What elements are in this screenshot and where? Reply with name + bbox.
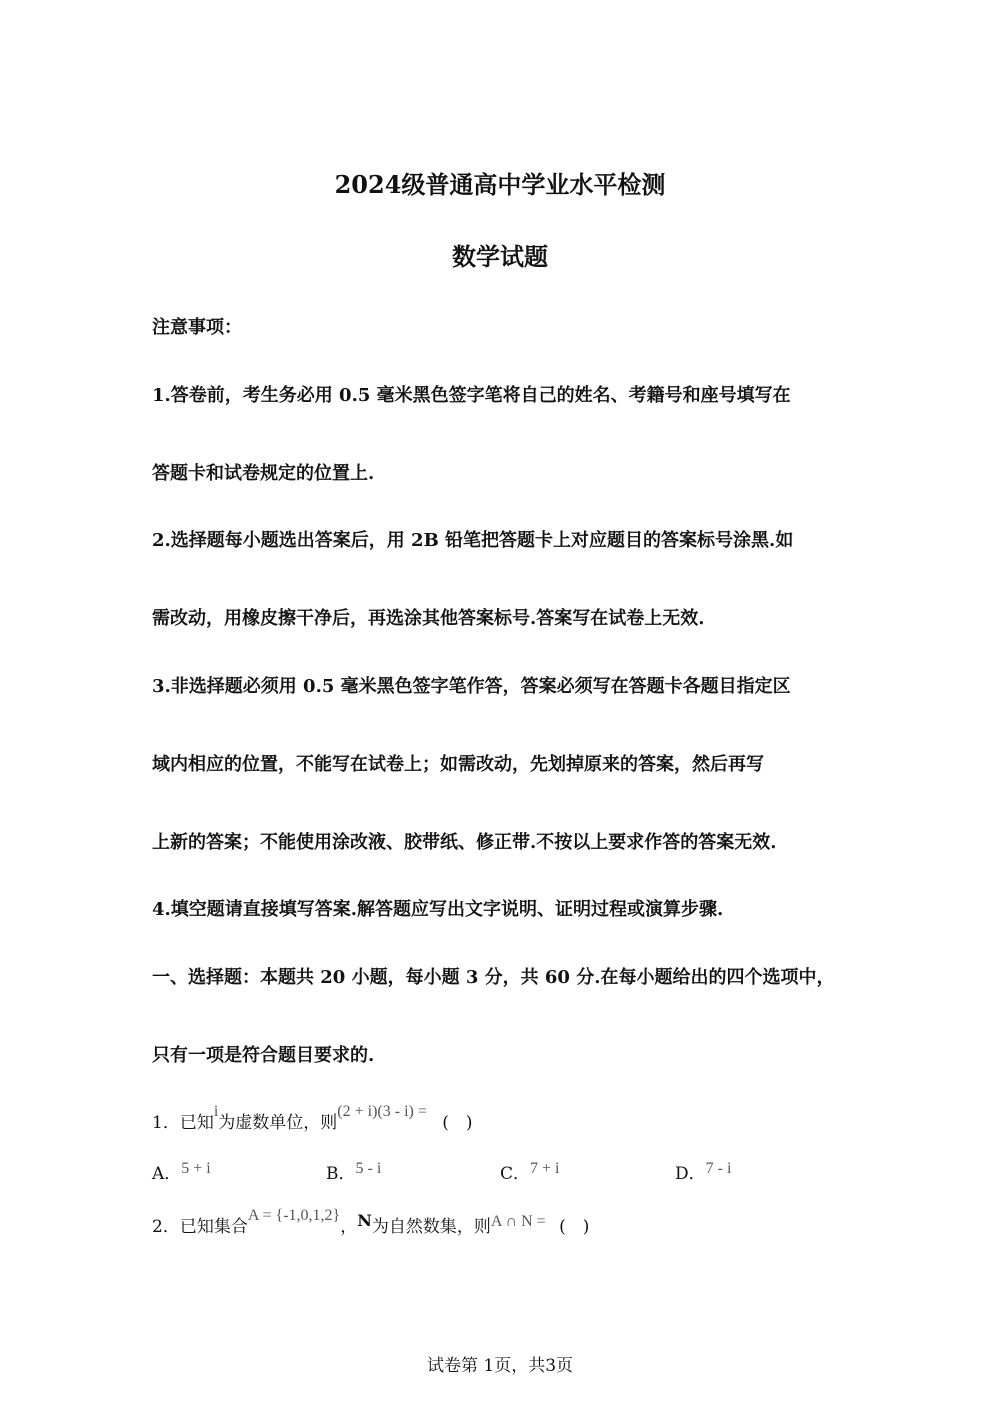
q1-option-d[interactable] bbox=[675, 1162, 731, 1187]
question-1-var: i bbox=[213, 1103, 219, 1120]
question-2 bbox=[152, 1207, 590, 1240]
q1-option-c[interactable] bbox=[500, 1162, 559, 1187]
exam-subtitle: 数学试题 bbox=[452, 242, 548, 271]
notice-line-8: 4.填空题请直接填写答案.解答题应写出文字说明、证明过程或演算步骤. bbox=[152, 899, 724, 920]
question-2-blank: ( ) bbox=[559, 1217, 590, 1237]
question-2-prefix: 2．已知集合 bbox=[152, 1217, 248, 1237]
question-2-set: A = {-1,0,1,2} bbox=[247, 1207, 341, 1224]
notice-line-7: 上新的答案；不能使用涂改液、胶带纸、修正带.不按以上要求作答的答案无效. bbox=[152, 832, 777, 853]
question-1-mid: 为虚数单位，则 bbox=[218, 1113, 338, 1133]
question-2-n-symbol: N bbox=[357, 1211, 372, 1230]
notice-line-6: 域内相应的位置，不能写在试卷上；如需改动，先划掉原来的答案，然后再写 bbox=[152, 754, 764, 775]
exam-title: 2024级普通高中学业水平检测 bbox=[334, 170, 666, 199]
notice-line-1: 1.答卷前，考生务必用 0.5 毫米黑色签字笔将自己的姓名、考籍号和座号填写在 bbox=[152, 385, 791, 406]
notice-line-3: 2.选择题每小题选出答案后，用 2B 铅笔把答题卡上对应题目的答案标号涂黑.如 bbox=[152, 530, 794, 551]
option-label: D． bbox=[675, 1164, 706, 1184]
question-1-blank: ( ) bbox=[442, 1113, 473, 1133]
notice-line-4: 需改动，用橡皮擦干净后，再选涂其他答案标号.答案写在试卷上无效. bbox=[152, 608, 705, 629]
option-value: 7 - i bbox=[705, 1160, 732, 1177]
q1-option-b[interactable] bbox=[326, 1162, 381, 1187]
section-heading-line-1: 一、选择题：本题共 20 小题，每小题 3 分，共 60 分.在每小题给出的四个选项中， bbox=[152, 967, 835, 988]
section-heading-line-2: 只有一项是符合题目要求的. bbox=[152, 1045, 375, 1066]
question-1-expression: (2 + i)(3 - i) = bbox=[337, 1103, 427, 1120]
option-value: 5 - i bbox=[355, 1160, 382, 1177]
question-2-comma: ， bbox=[340, 1217, 358, 1237]
option-value: 7 + i bbox=[530, 1160, 560, 1177]
option-label: B． bbox=[326, 1164, 356, 1184]
q1-option-a[interactable] bbox=[152, 1162, 211, 1187]
question-1-prefix: 1．已知 bbox=[152, 1113, 214, 1133]
notice-line-5: 3.非选择题必须用 0.5 毫米黑色签字笔作答，答案必须写在答题卡各题目指定区 bbox=[152, 676, 791, 697]
notice-line-2: 答题卡和试卷规定的位置上. bbox=[152, 463, 375, 484]
question-1 bbox=[152, 1103, 473, 1136]
question-2-expression: A ∩ N = bbox=[490, 1213, 546, 1230]
option-label: C． bbox=[500, 1164, 531, 1184]
option-value: 5 + i bbox=[181, 1160, 211, 1177]
option-label: A． bbox=[152, 1164, 182, 1184]
notice-heading: 注意事项： bbox=[152, 317, 242, 338]
question-2-mid: 为自然数集，则 bbox=[371, 1217, 491, 1237]
page-footer: 试卷第 1页，共3页 bbox=[426, 1356, 574, 1376]
